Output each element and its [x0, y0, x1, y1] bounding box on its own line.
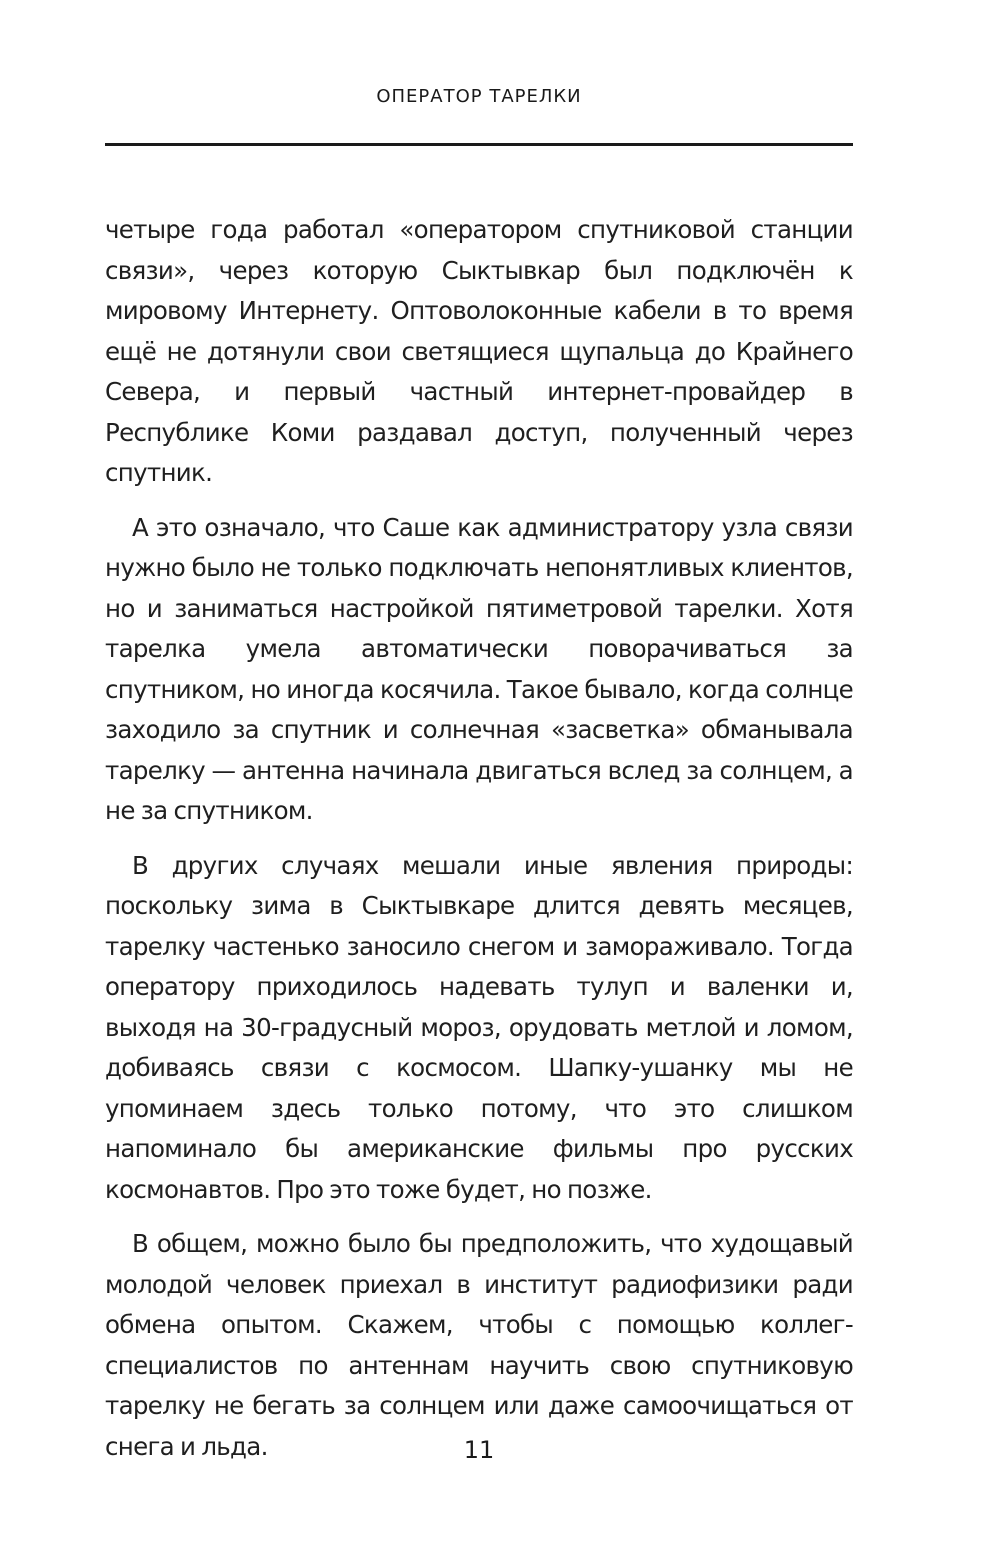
body-text — [105, 210, 853, 1481]
header-rule — [105, 143, 853, 146]
paragraph-4: В общем, можно было бы предположить, что худощавый молодой человек приехал в институт радиофизики ради обмена опытом. Скажем, чтобы с помощью коллег-специалистов по антеннам научить свою спутниковую тарелку не бегать за солнцем или даже самоочищаться от снега и льда. — [105, 1229, 853, 1461]
page-number: 11 — [463, 1436, 495, 1464]
running-head-title: ОПЕРАТОР ТАРЕЛКИ — [376, 86, 582, 107]
paragraph-3: В других случаях мешали иные явления природы: поскольку зима в Сыктывкаре длится девять месяцев, тарелку частенько заносило снегом и замораживало. Тогда оператору приходилось надевать тулуп и валенки и, выходя на 30-градусный мороз, орудовать метлой и ломом, добиваясь связи с космосом. Шапку-ушанку мы не упоминаем здесь только потому, что это слишком напоминало бы американские фильмы про русских космонавтов. Про это тоже будет, но позже. — [105, 850, 853, 1204]
paragraph-1: четыре года работал «оператором спутниковой станции связи», через которую Сыктывкар был подключён к мировому Интернету. Оптоволоконные кабели в то время ещё не дотянули свои светящиеся щупальца до Крайнего Севера, и первый частный интернет-провайдер в Республике Коми раздавал доступ, полученный через спутник. — [105, 215, 853, 487]
paragraph-2: А это означало, что Саше как администратору узла связи нужно было не только подключать непонятливых клиентов, но и заниматься настройкой пятиметровой тарелки. Хотя тарелка умела автоматически поворачиваться за спутником, но иногда косячила. Такое бывало, когда солнце заходило за спутник и солнечная «засветка» обманывала тарелку — антенна начинала двигаться вслед за солнцем, а не за спутником. — [105, 512, 853, 825]
